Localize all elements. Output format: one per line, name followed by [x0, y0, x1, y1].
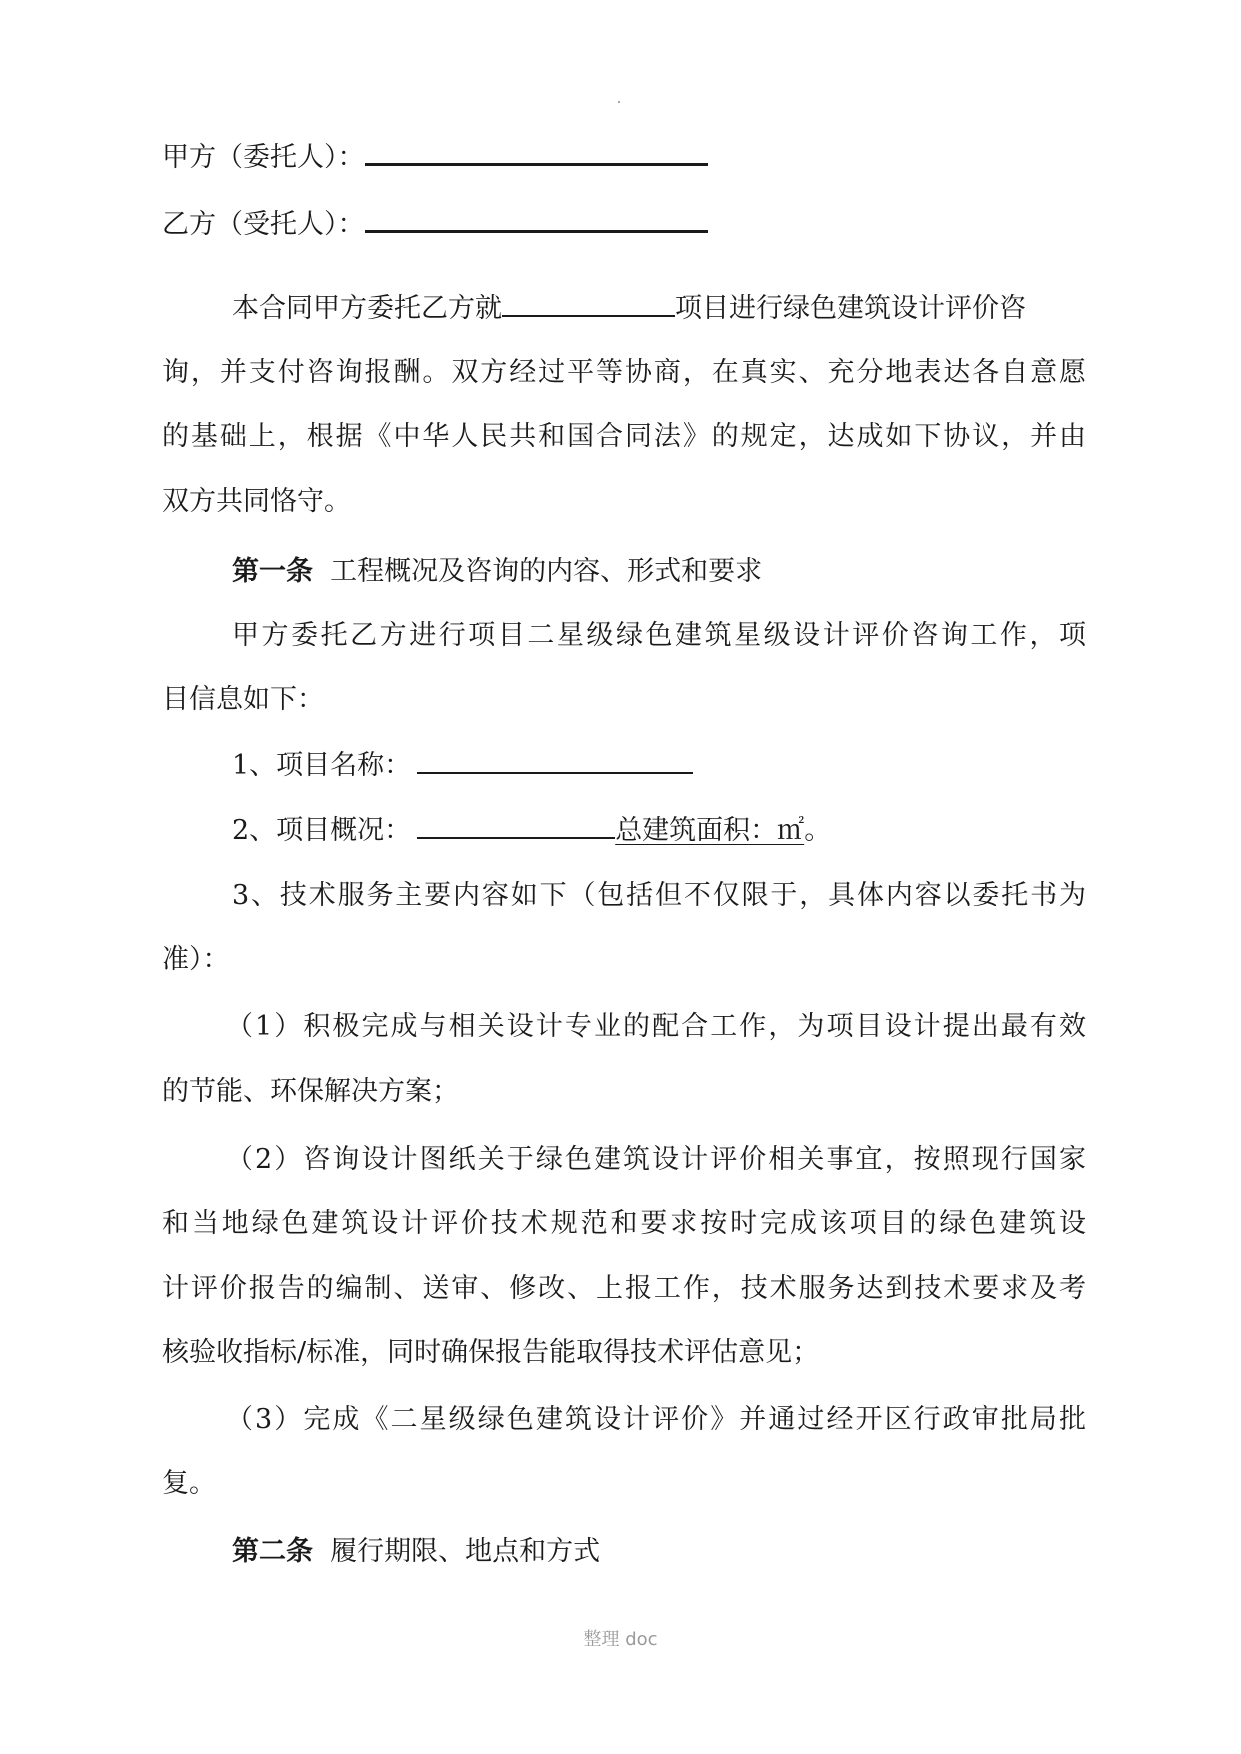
article-1-number: 第一条: [232, 556, 313, 587]
item-2-area: 总建筑面积：㎡: [615, 815, 805, 846]
sub-2-line-1: （2）咨询设计图纸关于绿色建筑设计评价相关事宜，按照现行国家: [226, 1144, 1086, 1175]
item-1-blank[interactable]: [417, 746, 693, 774]
article-2-number: 第二条: [232, 1536, 313, 1567]
article-1-intro-line-2: 目信息如下：: [162, 684, 324, 715]
article-1-title: 工程概况及咨询的内容、形式和要求: [330, 556, 763, 587]
article-1-heading: [232, 552, 762, 592]
party-a-label: 甲方（委托人）：: [162, 142, 365, 173]
header-dot: [618, 101, 620, 103]
sub-3-line-1: （3）完成《二星级绿色建筑设计评价》并通过经开区行政审批局批: [226, 1404, 1086, 1435]
page-footer: 整理 doc: [583, 1629, 658, 1650]
sub-2-line-2: 和当地绿色建筑设计评价技术规范和要求按时完成该项目的绿色建筑设: [162, 1208, 1086, 1239]
sub-2-line-3: 计评价报告的编制、送审、修改、上报工作，技术服务达到技术要求及考: [162, 1273, 1086, 1304]
item-3-line-1: 3、技术服务主要内容如下（包括但不仅限于，具体内容以委托书为: [232, 880, 1086, 911]
item-2-end: 。: [804, 815, 832, 846]
article-1-intro-line-1: 甲方委托乙方进行项目二星级绿色建筑星级设计评价咨询工作，项: [232, 620, 1086, 651]
party-a-line: [162, 137, 708, 177]
preamble-line1-pre: 本合同甲方委托乙方就: [232, 293, 502, 324]
party-a-blank[interactable]: [365, 137, 708, 166]
party-b-line: [162, 204, 708, 244]
sub-1-line-2: 的节能、环保解决方案；: [162, 1076, 459, 1107]
preamble-line-4: 双方共同恪守。: [162, 486, 351, 517]
project-name-blank[interactable]: [502, 289, 675, 317]
party-b-blank[interactable]: [365, 204, 708, 233]
preamble-line-3: 的基础上，根据《中华人民共和国合同法》的规定，达成如下协议，并由: [162, 421, 1086, 452]
item-1-label: 1、项目名称：: [232, 750, 412, 781]
item-3-line-2: 准）：: [162, 944, 230, 975]
article-2-title: 履行期限、地点和方式: [330, 1536, 601, 1567]
article-2-heading: [232, 1532, 600, 1572]
sub-2-line-4: 核验收指标/标准，同时确保报告能取得技术评估意见；: [162, 1337, 820, 1368]
preamble-line-2: 询，并支付咨询报酬。双方经过平等协商，在真实、充分地表达各自意愿: [162, 357, 1086, 388]
party-b-label: 乙方（受托人）：: [162, 209, 365, 240]
preamble-line-1: [232, 289, 1026, 329]
sub-1-line-1: （1）积极完成与相关设计专业的配合工作，为项目设计提出最有效: [226, 1011, 1086, 1042]
item-1-line: [232, 746, 693, 786]
preamble-line1-post: 项目进行绿色建筑设计评价咨: [675, 293, 1026, 324]
item-2-line: [232, 811, 831, 851]
item-2-label: 2、项目概况：: [232, 815, 412, 846]
sub-3-line-2: 复。: [162, 1468, 216, 1499]
item-2-blank[interactable]: [417, 813, 615, 839]
